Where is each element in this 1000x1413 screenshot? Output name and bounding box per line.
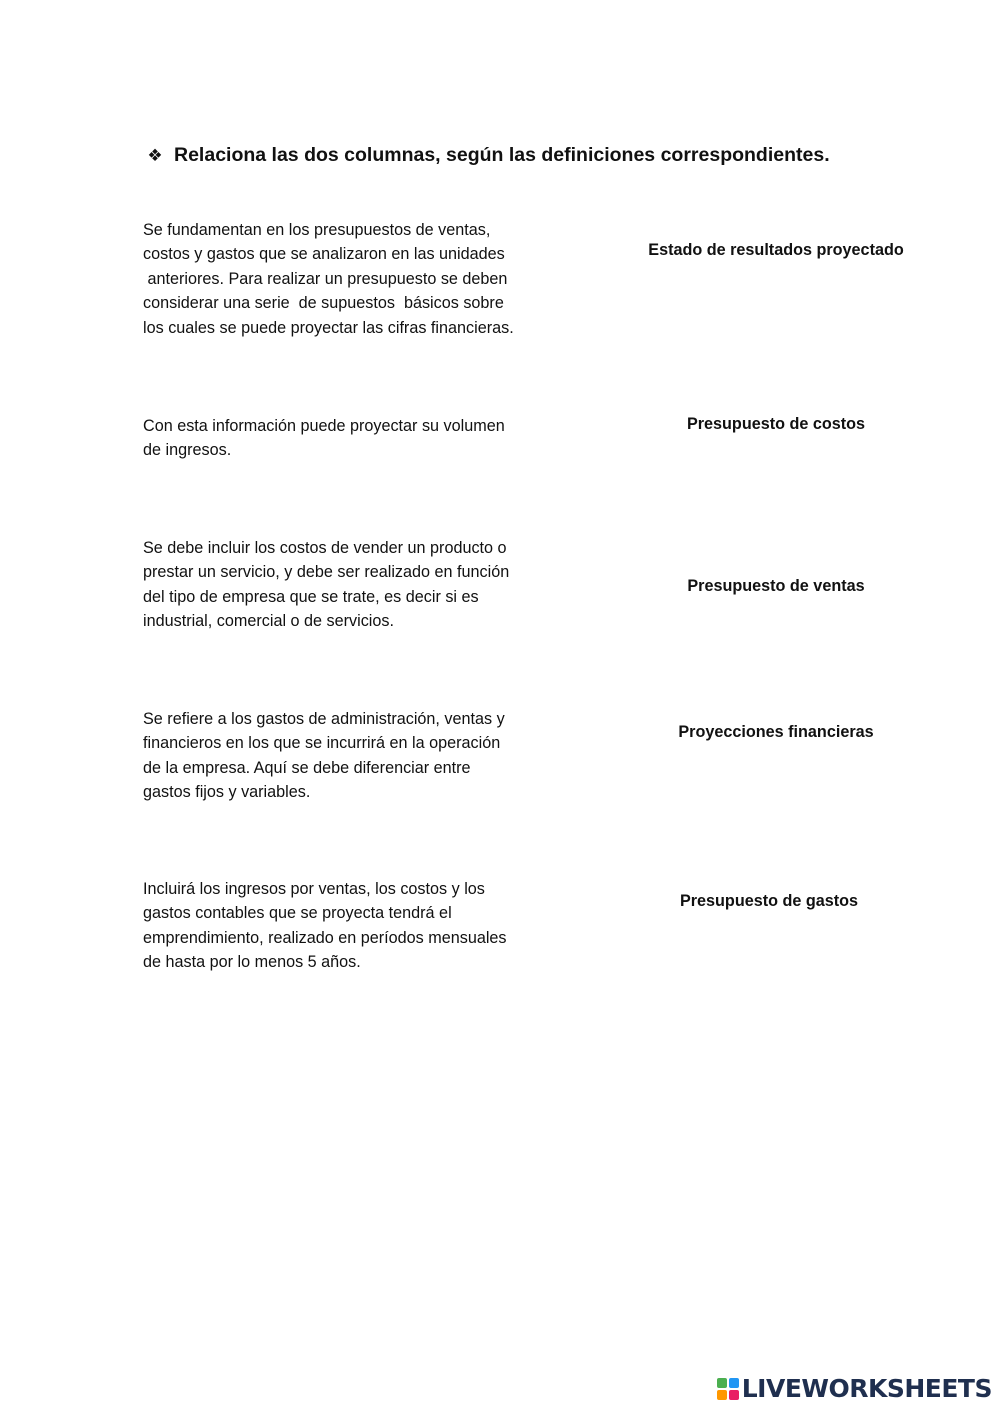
term-proyecciones-financieras: Proyecciones financieras: [678, 723, 874, 741]
definition-4: Se refiere a los gastos de administración, ventas y financieros en los que se incurrirá en la operación de la empresa. Aquí se debe diferenciar entre gastos fijos y variables.: [143, 710, 505, 802]
liveworksheets-brand: [717, 1376, 992, 1401]
liveworksheets-logo-icon: [717, 1378, 739, 1400]
definition-2: Con esta información puede proyectar su volumen de ingresos.: [143, 417, 505, 460]
instruction-text: Relaciona las dos columnas, según las definiciones correspondientes.: [174, 144, 830, 166]
definition-1: Se fundamentan en los presupuestos de ventas, costos y gastos que se analizaron en las unidades anteriores. Para realizar un presupuesto se deben considerar una serie de supuestos básicos sobre los cuales se puede proyectar las cifras financieras.: [143, 221, 514, 337]
four-diamond-bullet-icon: ❖: [147, 146, 163, 165]
instruction-heading: [146, 144, 830, 167]
brand-text: LIVEWORKSHEETS: [741, 1374, 992, 1403]
term-presupuesto-de-ventas: Presupuesto de ventas: [687, 577, 865, 595]
definition-5: Incluirá los ingresos por ventas, los costos y los gastos contables que se proyecta tendrá el emprendimiento, realizado en períodos mensuales de hasta por lo menos 5 años.: [143, 880, 507, 972]
term-presupuesto-de-costos: Presupuesto de costos: [686, 415, 866, 433]
term-presupuesto-de-gastos: Presupuesto de gastos: [679, 892, 859, 910]
definition-3: Se debe incluir los costos de vender un producto o prestar un servicio, y debe ser realizado en función del tipo de empresa que se trate, es decir si es industrial, comercial o de servicios.: [143, 539, 510, 631]
term-estado-de-resultados: Estado de resultados proyectado: [648, 241, 904, 259]
